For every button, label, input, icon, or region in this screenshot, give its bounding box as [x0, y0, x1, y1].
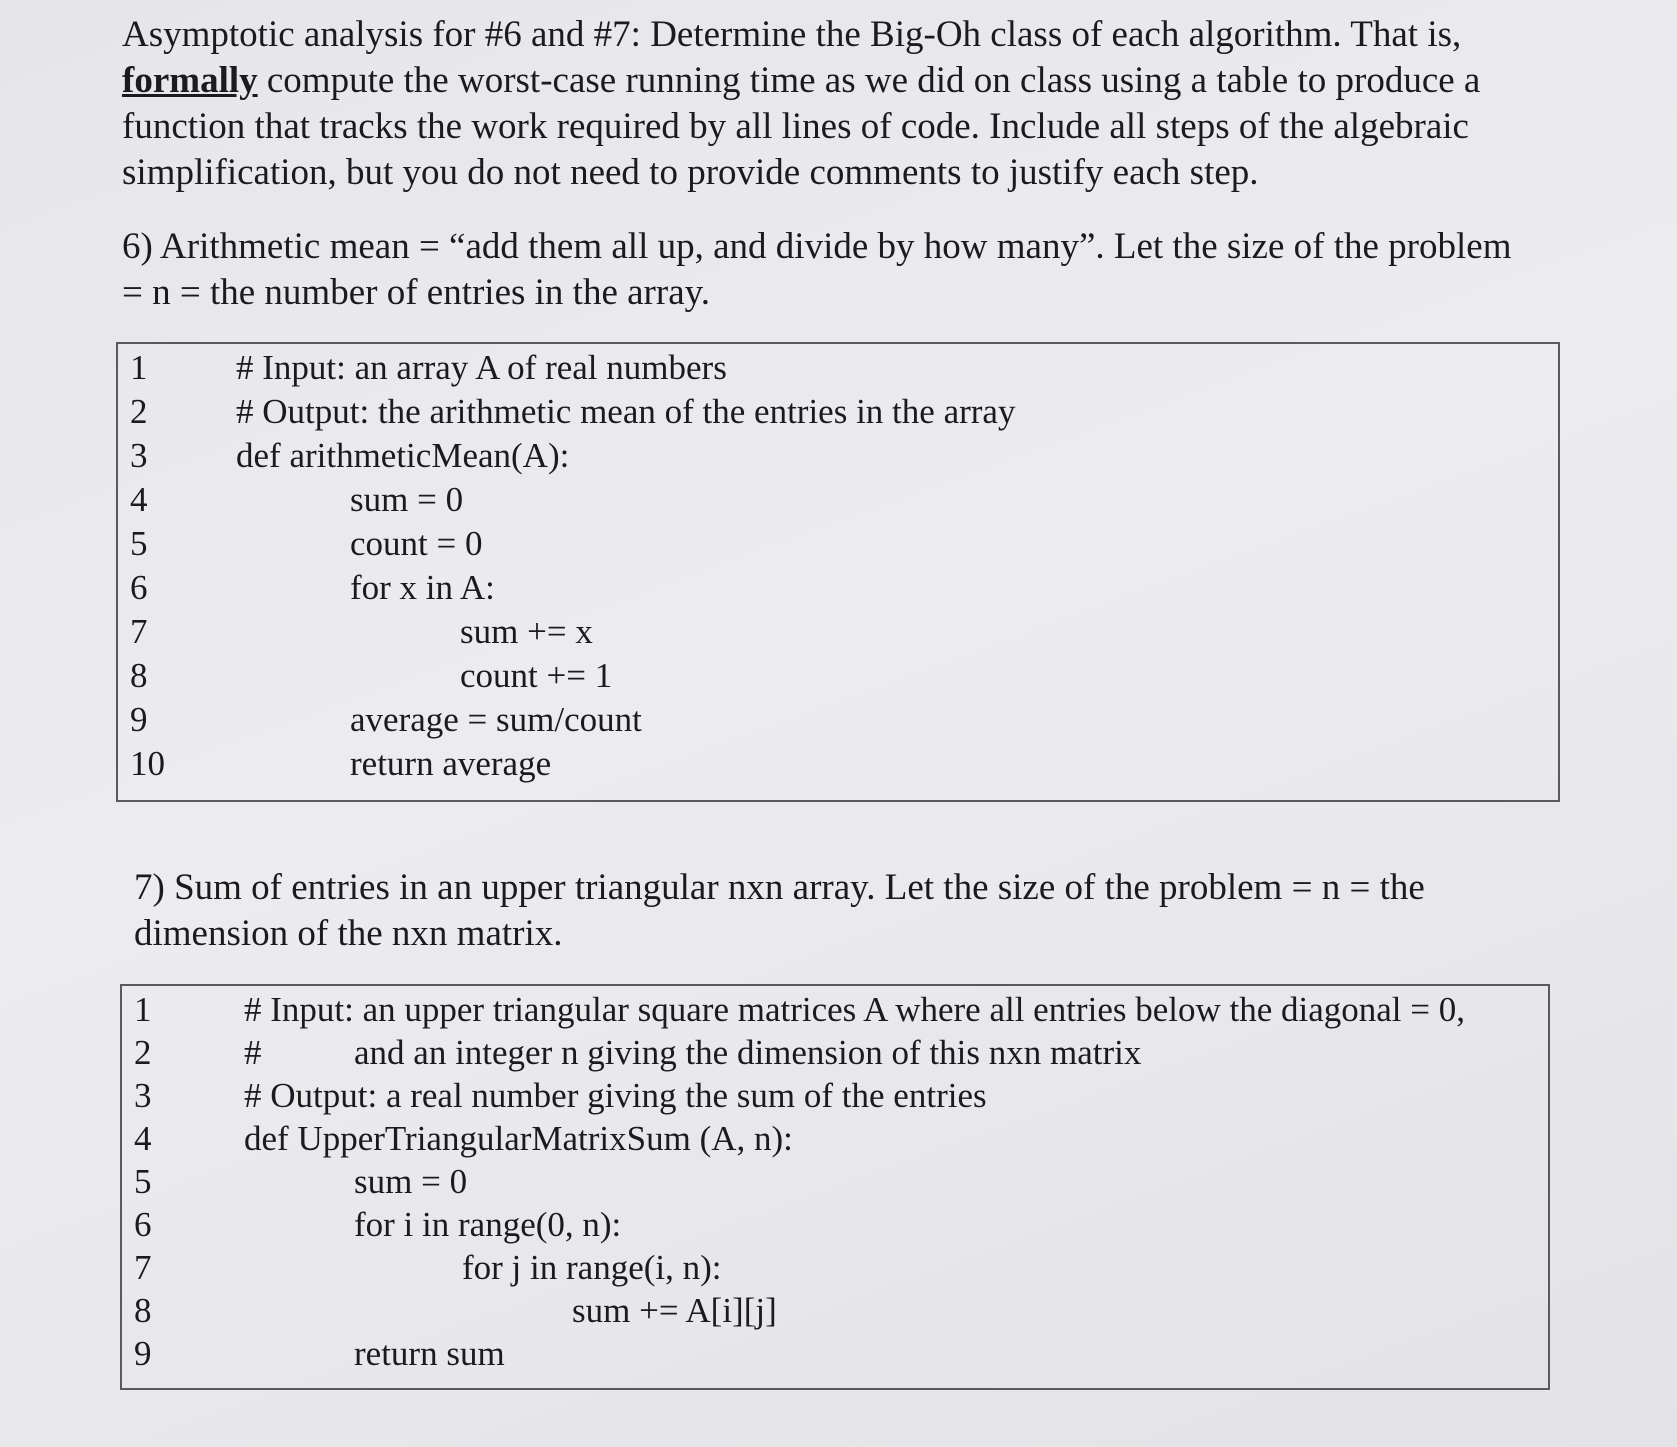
line-number: 8 — [134, 1291, 152, 1330]
code-text: and an integer n giving the dimension of this nxn matrix — [354, 1033, 1142, 1072]
instructions — [122, 12, 1522, 196]
line-number: 5 — [134, 1162, 152, 1201]
line-number: 1 — [134, 990, 152, 1029]
code-line — [122, 1074, 1548, 1118]
code-line — [122, 1246, 1548, 1290]
code-line — [122, 1031, 1548, 1075]
question-6-line-1: 6) Arithmetic mean = “add them all up, and divide by how many”. Let the size of the problem — [122, 226, 1512, 267]
line-number: 8 — [130, 656, 148, 695]
code-line — [118, 434, 1558, 478]
code-line — [118, 742, 1558, 786]
question-6-prompt — [122, 224, 1522, 316]
code-text: sum = 0 — [350, 480, 464, 519]
line-number: 3 — [134, 1076, 152, 1115]
code-line — [122, 988, 1548, 1032]
code-line — [122, 1332, 1548, 1376]
code-text: def UpperTriangularMatrixSum (A, n): — [244, 1119, 793, 1158]
code-line — [118, 610, 1558, 654]
code-text: def arithmeticMean(A): — [236, 436, 570, 475]
code-text: count = 0 — [350, 524, 483, 563]
question-7-line-1: 7) Sum of entries in an upper triangular nxn array. Let the size of the problem = n = the — [134, 867, 1425, 908]
line-number: 4 — [134, 1119, 152, 1158]
code-line — [122, 1160, 1548, 1204]
code-line — [122, 1289, 1548, 1333]
code-text: for x in A: — [350, 568, 495, 607]
code-line — [122, 1203, 1548, 1247]
code-line — [118, 566, 1558, 610]
code-text: count += 1 — [460, 656, 613, 695]
code-text: # Input: an array A of real numbers — [236, 348, 727, 387]
formally-emphasis: formally — [122, 60, 258, 101]
question-7-code-box — [120, 984, 1550, 1390]
instructions-line-2: formally compute the worst-case running time as we did on class using a table to produce a — [122, 60, 1481, 101]
instructions-line-1: Asymptotic analysis for #6 and #7: Determine the Big-Oh class of each algorithm. That is, — [122, 14, 1462, 55]
code-text: # Output: the arithmetic mean of the entries in the array — [236, 392, 1016, 431]
code-text: sum += x — [460, 612, 593, 651]
line-number: 6 — [134, 1205, 152, 1244]
line-number: 5 — [130, 524, 148, 563]
code-line — [122, 1117, 1548, 1161]
line-number: 7 — [130, 612, 148, 651]
line-number: 2 — [134, 1033, 152, 1072]
code-line — [118, 522, 1558, 566]
instructions-line-4: simplification, but you do not need to provide comments to justify each step. — [122, 152, 1259, 193]
code-text: sum = 0 — [354, 1162, 468, 1201]
line-number: 10 — [130, 744, 165, 783]
line-number: 9 — [134, 1334, 152, 1373]
code-line — [118, 654, 1558, 698]
code-text: for j in range(i, n): — [462, 1248, 722, 1287]
code-text: return average — [350, 744, 552, 783]
code-line — [118, 346, 1558, 390]
line-number: 9 — [130, 700, 148, 739]
code-text: # Input: an upper triangular square matrices A where all entries below the diagonal = 0, — [244, 990, 1466, 1029]
line-number: 4 — [130, 480, 148, 519]
question-7-line-2: dimension of the nxn matrix. — [134, 913, 563, 954]
line-number: 6 — [130, 568, 148, 607]
line-number: 7 — [134, 1248, 152, 1287]
code-text: average = sum/count — [350, 700, 642, 739]
code-line — [118, 478, 1558, 522]
code-text: return sum — [354, 1334, 505, 1373]
question-6-line-2: = n = the number of entries in the array. — [122, 272, 710, 313]
question-6-code-box — [116, 342, 1560, 802]
code-text: # Output: a real number giving the sum of the entries — [244, 1076, 987, 1115]
comment-hash: # — [244, 1033, 262, 1072]
instructions-line-3: function that tracks the work required by all lines of code. Include all steps of the algebraic — [122, 106, 1469, 147]
line-number: 1 — [130, 348, 148, 387]
line-number: 3 — [130, 436, 148, 475]
code-line — [118, 698, 1558, 742]
code-text: sum += A[i][j] — [572, 1291, 777, 1330]
code-line — [118, 390, 1558, 434]
line-number: 2 — [130, 392, 148, 431]
code-text: for i in range(0, n): — [354, 1205, 622, 1244]
question-7-prompt — [134, 865, 1534, 957]
